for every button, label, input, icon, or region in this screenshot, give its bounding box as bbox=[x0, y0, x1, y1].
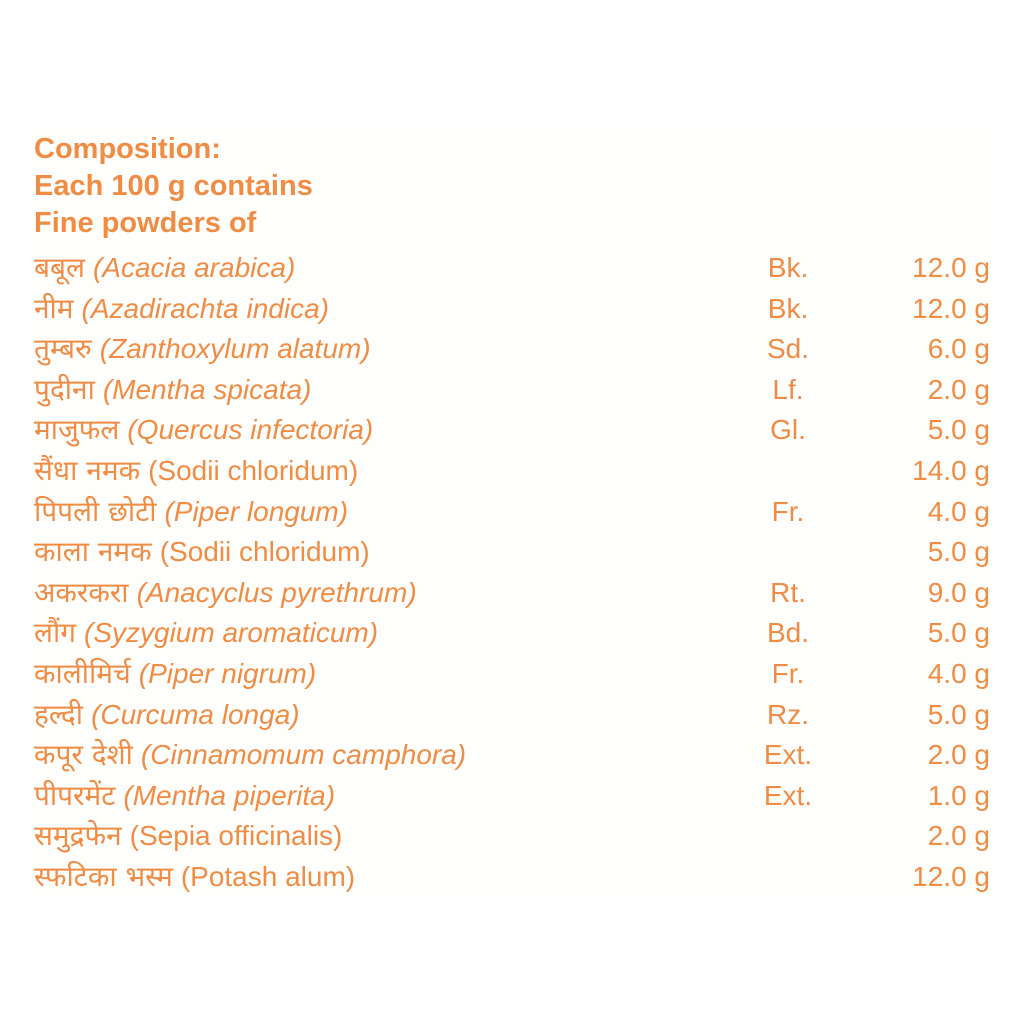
ingredient-name bbox=[34, 329, 371, 369]
ingredient-hindi-name: हल्दी bbox=[34, 697, 84, 731]
composition-header bbox=[34, 131, 313, 242]
ingredient-hindi-name: समुद्रफेन bbox=[34, 819, 122, 853]
ingredient-latin-name: (Cinnamomum camphora) bbox=[140, 739, 467, 771]
ingredient-hindi-name: कालीमिर्च bbox=[34, 656, 131, 690]
ingredient-quantity: 5.0 g bbox=[927, 536, 990, 568]
ingredient-row bbox=[34, 735, 996, 776]
ingredient-name bbox=[34, 776, 335, 816]
ingredient-latin-name: (Anacyclus pyrethrum) bbox=[136, 576, 417, 608]
ingredient-part-used: Bk. bbox=[767, 292, 809, 324]
ingredient-row bbox=[34, 492, 996, 533]
ingredient-row bbox=[34, 329, 996, 370]
ingredient-quantity: 12.0 g bbox=[912, 860, 990, 892]
ingredient-quantity: 5.0 g bbox=[927, 698, 990, 730]
ingredient-hindi-name: लौंग bbox=[34, 616, 77, 650]
ingredient-latin-name: (Curcuma longa) bbox=[91, 698, 300, 730]
ingredient-row bbox=[34, 248, 996, 289]
ingredient-list bbox=[34, 248, 996, 898]
ingredient-latin-name: (Mentha piperita) bbox=[123, 779, 336, 811]
ingredient-quantity: 2.0 g bbox=[927, 820, 990, 852]
ingredient-row bbox=[34, 857, 996, 898]
ingredient-part-used: Ext. bbox=[763, 779, 813, 811]
ingredient-name bbox=[34, 857, 355, 897]
ingredient-quantity: 9.0 g bbox=[927, 576, 990, 608]
ingredient-hindi-name: बबूल bbox=[34, 251, 85, 284]
ingredient-name bbox=[34, 735, 466, 775]
ingredient-row bbox=[34, 532, 996, 573]
ingredient-part-used: Ext. bbox=[763, 739, 813, 771]
ingredient-part-used: Bd. bbox=[766, 617, 810, 649]
ingredient-row bbox=[34, 776, 996, 817]
ingredient-quantity: 4.0 g bbox=[927, 495, 990, 527]
ingredient-quantity: 1.0 g bbox=[927, 779, 990, 811]
ingredient-row bbox=[34, 370, 996, 411]
ingredient-part-used: Sd. bbox=[766, 333, 810, 365]
ingredient-hindi-name: पिपली छोटी bbox=[34, 494, 157, 528]
ingredient-row bbox=[34, 573, 996, 614]
composition-title: Composition: bbox=[34, 133, 221, 165]
ingredient-quantity: 12.0 g bbox=[912, 292, 990, 324]
ingredient-hindi-name: अकरकरा bbox=[34, 575, 129, 609]
ingredient-name bbox=[34, 816, 342, 856]
ingredient-quantity: 4.0 g bbox=[927, 657, 990, 689]
ingredient-hindi-name: कपूर देशी bbox=[34, 738, 133, 772]
ingredient-name bbox=[34, 695, 300, 735]
ingredient-name bbox=[34, 370, 311, 410]
ingredient-quantity: 12.0 g bbox=[912, 252, 990, 283]
ingredient-name bbox=[34, 451, 358, 491]
ingredient-part-used: Rz. bbox=[767, 698, 809, 730]
ingredient-latin-name: (Piper nigrum) bbox=[138, 657, 317, 689]
ingredient-latin-name: (Syzygium aromaticum) bbox=[84, 617, 379, 649]
composition-basis: Each 100 g contains bbox=[34, 170, 313, 202]
ingredient-part-used: Fr. bbox=[771, 495, 805, 527]
ingredient-part-used: Bk. bbox=[767, 252, 809, 283]
ingredient-latin-name: (Acacia arabica) bbox=[92, 252, 296, 283]
ingredient-name bbox=[34, 248, 295, 288]
ingredient-latin-name: (Potash alum) bbox=[180, 860, 356, 892]
ingredient-hindi-name: काला नमक bbox=[34, 535, 152, 569]
ingredient-part-used: Gl. bbox=[770, 414, 806, 446]
ingredient-row bbox=[34, 451, 996, 492]
ingredient-row bbox=[34, 816, 996, 857]
ingredient-row bbox=[34, 410, 996, 451]
ingredient-hindi-name: पुदीना bbox=[34, 372, 95, 406]
ingredient-quantity: 14.0 g bbox=[912, 454, 990, 486]
ingredient-quantity: 2.0 g bbox=[927, 373, 990, 405]
ingredient-name bbox=[34, 654, 316, 694]
ingredient-hindi-name: सैंधा नमक bbox=[34, 453, 141, 487]
ingredient-part-used: Lf. bbox=[772, 373, 804, 405]
ingredient-hindi-name: तुम्बरु bbox=[34, 332, 92, 366]
ingredient-part-used: Rt. bbox=[770, 576, 806, 608]
ingredient-row bbox=[34, 613, 996, 654]
ingredient-name bbox=[34, 532, 370, 572]
ingredient-quantity: 5.0 g bbox=[927, 617, 990, 649]
ingredient-latin-name: (Quercus infectoria) bbox=[127, 414, 374, 446]
ingredient-name bbox=[34, 613, 378, 653]
ingredient-latin-name: (Azadirachta indica) bbox=[81, 292, 329, 324]
ingredient-quantity: 6.0 g bbox=[927, 333, 990, 365]
ingredient-name bbox=[34, 410, 373, 450]
ingredient-hindi-name: पीपरमेंट bbox=[34, 778, 116, 812]
ingredient-hindi-name: स्फटिका भस्म bbox=[34, 859, 173, 893]
ingredient-row bbox=[34, 654, 996, 695]
ingredient-latin-name: (Zanthoxylum alatum) bbox=[99, 333, 371, 365]
ingredient-latin-name: (Sodii chloridum) bbox=[148, 454, 359, 486]
ingredient-quantity: 2.0 g bbox=[927, 739, 990, 771]
ingredient-hindi-name: नीम bbox=[34, 291, 74, 325]
ingredient-name bbox=[34, 492, 348, 532]
ingredient-latin-name: (Piper longum) bbox=[164, 495, 349, 527]
ingredient-name bbox=[34, 289, 329, 329]
composition-form: Fine powders of bbox=[34, 207, 257, 239]
ingredient-row bbox=[34, 695, 996, 736]
ingredient-part-used: Fr. bbox=[771, 657, 805, 689]
ingredient-quantity: 5.0 g bbox=[927, 414, 990, 446]
ingredient-latin-name: (Mentha spicata) bbox=[102, 373, 312, 405]
ingredient-row bbox=[34, 289, 996, 330]
ingredient-hindi-name: माजुफल bbox=[34, 413, 120, 447]
ingredient-latin-name: (Sodii chloridum) bbox=[159, 536, 370, 568]
ingredient-name bbox=[34, 573, 417, 613]
ingredient-latin-name: (Sepia officinalis) bbox=[129, 820, 343, 852]
